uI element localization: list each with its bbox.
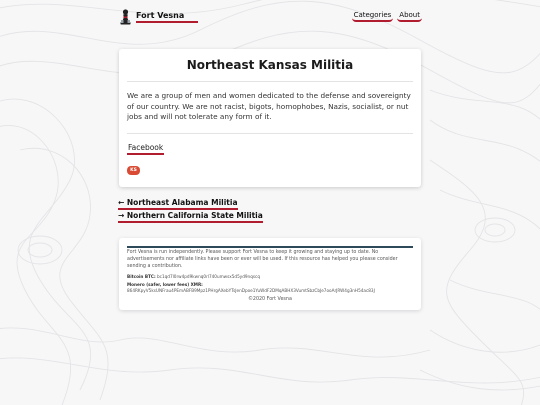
btc-donation [127,274,415,280]
support-text: Fort Vesna is run independently. Please support Fort Vesna to keep it growing and staying up to date. No advertisements nor affiliate links have been or ever will be used. If this resource has helped you please consider sending a contribution. [127,250,398,269]
copyright: ©2020 Fort Vesna [248,297,292,302]
btc-address[interactable]: bc1qd7l0rw4pd9kwnq0rl740umwsx5d5yd9nqscq [157,274,261,279]
militia-description: We are a group of men and women dedicated to the defense and sovereignty of our country. We are not racist, bigots, homophobes, Nazis, socialist, or nut jobs and will not tolerate any form of it. [127,91,411,121]
xmr-label: Monero (safer, lower fees) XMR: [127,282,203,287]
previous-entry-link[interactable]: ← Northeast Alabama Militia [118,198,238,210]
militia-card [119,49,421,187]
footer-divider [127,246,413,248]
facebook-link[interactable]: Facebook [127,143,164,155]
page-title: Northeast Kansas Militia [186,58,354,72]
next-entry-link[interactable]: → Northern California State Militia [118,211,263,223]
chess-pawn-logo-icon [118,9,133,25]
title-divider [127,81,413,82]
description-divider [127,133,413,134]
footer-card [119,238,421,310]
xmr-address[interactable]: 864RKpyV5ksUNFrau4PEmABFB9Mpz1PHrgAXebYTsJenDpoe1YuWdF2DMqABHX3VumtSbzCbJe7ooArJRW4g3nH54ac83J [127,288,375,293]
site-brand[interactable] [118,9,198,25]
state-badge[interactable]: KS [127,166,140,175]
nav-categories[interactable]: Categories [352,11,394,22]
site-name[interactable]: Fort Vesna [136,11,198,23]
nav-about[interactable]: About [397,11,422,22]
top-nav [352,11,422,22]
btc-label: Bitcoin BTC: [127,274,156,279]
